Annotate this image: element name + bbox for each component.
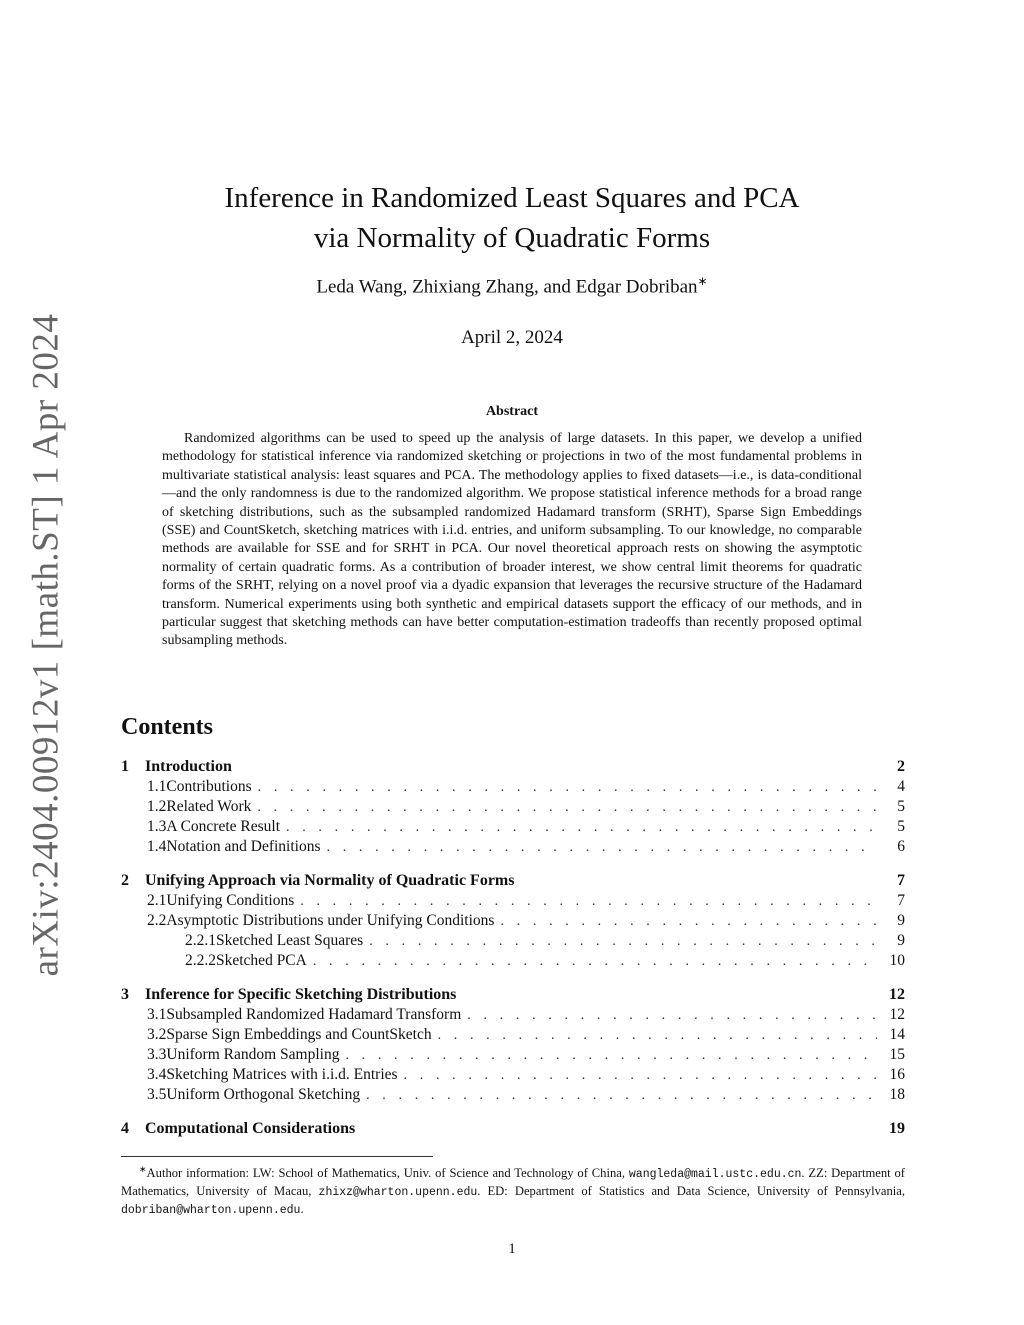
- email-link-1[interactable]: wangleda@mail.ustc.edu.cn: [628, 1168, 802, 1182]
- toc-leader: [257, 800, 877, 816]
- toc-leader: [313, 954, 877, 970]
- toc-leader: [345, 1048, 877, 1064]
- footnote-text-4: .: [300, 1202, 304, 1217]
- author-footnote: [121, 1161, 905, 1219]
- toc-entry[interactable]: [121, 1026, 905, 1046]
- toc-title: Contributions: [166, 778, 252, 795]
- toc-number: 1.1: [147, 778, 167, 795]
- toc-number: 2.1: [147, 892, 167, 909]
- toc-entry[interactable]: [121, 1086, 905, 1106]
- footnote-text-1: Author information: LW: School of Mathematics, Univ. of Science and Technology of China,: [146, 1166, 626, 1181]
- toc-title: Notation and Definitions: [166, 838, 321, 855]
- toc-section-2: [121, 872, 905, 972]
- toc-entry[interactable]: [121, 872, 905, 892]
- toc-leader: [369, 934, 877, 950]
- abstract-heading: Abstract: [485, 404, 539, 419]
- toc-number: 3.4: [147, 1066, 167, 1083]
- toc-entry[interactable]: [121, 798, 905, 818]
- toc-page: 2: [897, 758, 905, 775]
- author-footnote-mark: ∗: [697, 274, 708, 288]
- toc-title: A Concrete Result: [166, 818, 281, 835]
- email-link-2[interactable]: zhixz@wharton.upenn.edu: [318, 1186, 478, 1200]
- toc-page: 19: [889, 1120, 905, 1137]
- toc-leader: [467, 1008, 877, 1024]
- footnote-text-2: . ZZ: Department of Mathematics, University of Macau,: [121, 1166, 905, 1199]
- toc-page: 9: [897, 932, 905, 949]
- toc-page: 5: [897, 798, 905, 815]
- toc-leader: [404, 1068, 877, 1084]
- toc-number: 3.1: [147, 1006, 167, 1023]
- toc-number: 1.2: [147, 798, 167, 815]
- toc-number: 1.3: [147, 818, 167, 835]
- toc-title: Computational Considerations: [145, 1120, 356, 1137]
- toc-page: 12: [889, 1006, 905, 1023]
- toc-number: 1.4: [147, 838, 167, 855]
- toc-page: 7: [897, 892, 905, 909]
- toc-entry[interactable]: [121, 1046, 905, 1066]
- toc-title: Introduction: [145, 758, 232, 775]
- toc-page: 5: [897, 818, 905, 835]
- email-link-3[interactable]: dobriban@wharton.upenn.edu: [121, 1204, 301, 1218]
- toc-entry[interactable]: [121, 986, 905, 1006]
- toc-title: Sketched PCA: [216, 952, 307, 969]
- toc-title: Unifying Approach via Normality of Quadratic Forms: [145, 872, 515, 889]
- toc-leader: [300, 894, 877, 910]
- toc-leader: [258, 780, 877, 796]
- footnote-text-3: . ED: Department of Statistics and Data Science, University of Pennsylvania,: [477, 1184, 906, 1199]
- toc-section-4: [121, 1120, 905, 1140]
- toc-leader: [366, 1088, 877, 1104]
- toc-title: Unifying Conditions: [166, 892, 295, 909]
- toc-number: 3.5: [147, 1086, 167, 1103]
- toc-entry[interactable]: [121, 818, 905, 838]
- abstract-text: Randomized algorithms can be used to speed up the analysis of large datasets. In this paper, we develop a unified methodology for statistical inference via randomized sketching or projections in two of the most fundamental problems in multivariate statistical analysis: least squares and PCA. The methodology applies to fixed datasets—i.e., is data-conditional—and the only randomness is due to the randomized algorithm. We propose statistical inference methods for a broad range of sketching distributions, such as the subsampled randomized Hadamard transform (SRHT), Sparse Sign Embeddings (SSE) and CountSketch, sketching matrices with i.i.d. entries, and uniform subsampling. To our knowledge, no comparable methods are available for SSE and for SRHT in PCA. Our novel theoretical approach rests on showing the asymptotic normality of certain quadratic forms. As a contribution of broader interest, we show central limit theorems for quadratic forms of the SRHT, relying on a novel proof via a dyadic expansion that leverages the recursive structure of the Hadamard transform. Numerical experiments using both synthetic and empirical datasets support the efficacy of our methods, and in particular suggest that sketching methods can have better computation-estimation tradeoffs than recently proposed optimal subsampling methods.: [162, 431, 862, 649]
- footnote-divider: [121, 1156, 433, 1157]
- toc-page: 14: [889, 1026, 905, 1043]
- toc-title: Related Work: [166, 798, 252, 815]
- toc-number: 2.2.1: [185, 932, 216, 949]
- contents-heading: Contents: [121, 714, 214, 740]
- toc-entry[interactable]: [121, 838, 905, 858]
- toc-entry[interactable]: [121, 758, 905, 778]
- author-list: [0, 274, 1024, 298]
- toc-title: Uniform Random Sampling: [166, 1046, 340, 1063]
- toc-entry[interactable]: [121, 1006, 905, 1026]
- toc-title: Sparse Sign Embeddings and CountSketch: [166, 1026, 432, 1043]
- toc-entry[interactable]: [121, 778, 905, 798]
- toc-number: 1: [121, 758, 129, 775]
- authors-text: Leda Wang, Zhixiang Zhang, and Edgar Dobriban: [316, 276, 698, 298]
- arxiv-identifier: arXiv:2404.00912v1 [math.ST] 1 Apr 2024: [25, 313, 67, 977]
- paper-title: [0, 178, 1024, 258]
- table-of-contents: [121, 758, 905, 1154]
- toc-page: 4: [897, 778, 905, 795]
- toc-entry[interactable]: [121, 1066, 905, 1086]
- toc-page: 9: [897, 912, 905, 929]
- toc-page: 10: [889, 952, 905, 969]
- toc-entry[interactable]: [121, 912, 905, 932]
- footnote-mark: ∗: [139, 1164, 147, 1174]
- toc-entry[interactable]: [121, 932, 905, 952]
- toc-number: 3: [121, 986, 129, 1003]
- toc-entry[interactable]: [121, 1120, 905, 1140]
- toc-leader: [500, 914, 877, 930]
- toc-leader: [327, 840, 878, 856]
- toc-section-1: [121, 758, 905, 858]
- toc-title: Inference for Specific Sketching Distributions: [145, 986, 457, 1003]
- toc-title: Sketching Matrices with i.i.d. Entries: [166, 1066, 398, 1083]
- publication-date: April 2, 2024: [461, 327, 563, 348]
- toc-page: 15: [889, 1046, 905, 1063]
- toc-leader: [286, 820, 877, 836]
- toc-page: 12: [889, 986, 905, 1003]
- toc-page: 18: [889, 1086, 905, 1103]
- toc-number: 3.2: [147, 1026, 167, 1043]
- toc-title: Sketched Least Squares: [216, 932, 364, 949]
- toc-title: Uniform Orthogonal Sketching: [166, 1086, 361, 1103]
- title-line-1: Inference in Randomized Least Squares and PCA: [224, 182, 800, 214]
- toc-page: 16: [889, 1066, 905, 1083]
- toc-leader: [438, 1028, 877, 1044]
- toc-entry[interactable]: [121, 952, 905, 972]
- toc-page: 7: [897, 872, 905, 889]
- toc-title: Subsampled Randomized Hadamard Transform: [166, 1006, 462, 1023]
- toc-number: 3.3: [147, 1046, 167, 1063]
- toc-number: 4: [121, 1120, 129, 1137]
- page-number: 1: [508, 1241, 516, 1257]
- title-line-2: via Normality of Quadratic Forms: [313, 222, 711, 254]
- toc-number: 2.2.2: [185, 952, 216, 969]
- toc-page: 6: [897, 838, 905, 855]
- toc-title: Asymptotic Distributions under Unifying Conditions: [166, 912, 495, 929]
- toc-number: 2.2: [147, 912, 167, 929]
- toc-section-3: [121, 986, 905, 1106]
- toc-entry[interactable]: [121, 892, 905, 912]
- toc-number: 2: [121, 872, 129, 889]
